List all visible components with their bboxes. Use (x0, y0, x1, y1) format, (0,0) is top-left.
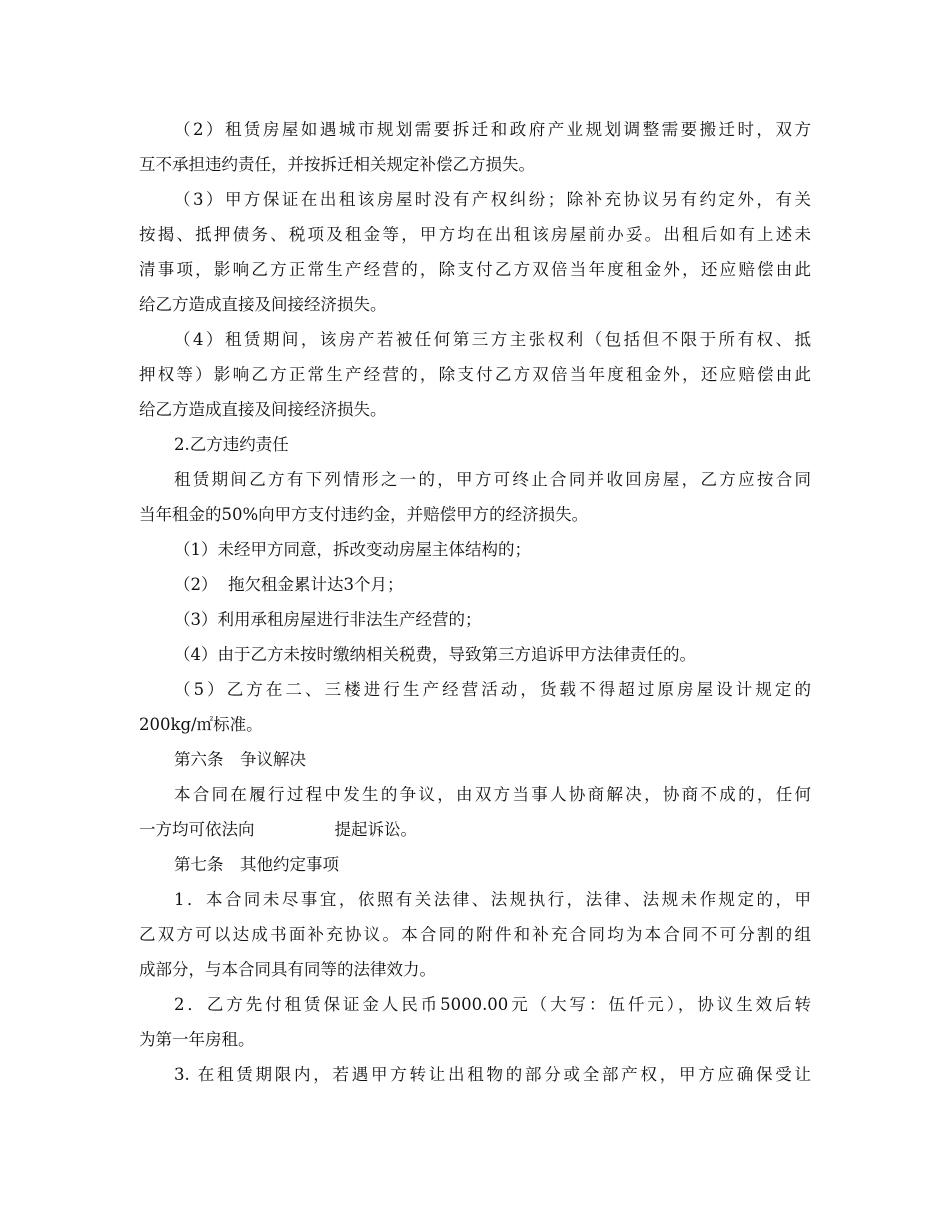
text-fragment: 一方均可依法向 (139, 820, 255, 839)
text-fragment: 提起诉讼。 (334, 820, 417, 839)
text-line (139, 812, 811, 847)
text-line: （3）甲方保证在出租该房屋时没有产权纠纷；除补充协议另有约定外，有关 (174, 190, 811, 209)
list-item: （4）由于乙方未按时缴纳相关税费，导致第三方追诉甲方法律责任的。 (174, 645, 696, 664)
text-line: 清事项，影响乙方正常生产经营的，除支付乙方双倍当年度租金外，还应赔偿由此 (139, 260, 811, 279)
list-item: （5）乙方在二、三楼进行生产经营活动，货载不得超过原房屋设计规定的 (174, 680, 811, 699)
text-line: 押权等）影响乙方正常生产经营的，除支付乙方双倍当年度租金外，还应赔偿由此 (139, 365, 811, 384)
text-line: 乙双方可以达成书面补充协议。本合同的附件和补充合同均为本合同不可分割的组 (139, 925, 811, 944)
text-line: （4）租赁期间，该房产若被任何第三方主张权利（包括但不限于所有权、抵 (174, 330, 811, 349)
document-body (139, 112, 811, 1092)
text-line: 2．乙方先付租赁保证金人民币5000.00元（大写：伍仟元），协议生效后转 (174, 995, 811, 1014)
text-line: 成部分，与本合同具有同等的法律效力。 (139, 960, 436, 979)
text-line: 200kg/㎡标准。 (139, 715, 263, 734)
list-item: （2） 拖欠租金累计达3个月； (174, 575, 404, 594)
article-heading: 第六条 争议解决 (174, 750, 306, 769)
list-item: （1）未经甲方同意，拆改变动房屋主体结构的； (174, 540, 531, 559)
text-line: 按揭、抵押债务、税项及租金等，甲方均在出租该房屋前办妥。出租后如有上述未 (139, 225, 811, 244)
list-item: （3）利用承租房屋进行非法生产经营的； (174, 610, 482, 629)
text-line: 3. 在租赁期限内，若遇甲方转让出租物的部分或全部产权，甲方应确保受让 (174, 1065, 811, 1084)
text-line: 给乙方造成直接及间接经济损失。 (139, 400, 387, 419)
text-line: 互不承担违约责任，并按拆迁相关规定补偿乙方损失。 (139, 155, 535, 174)
text-line: 为第一年房租。 (139, 1030, 255, 1049)
text-line: 租赁期间乙方有下列情形之一的，甲方可终止合同并收回房屋，乙方应按合同 (174, 470, 811, 489)
text-line: 当年租金的50%向甲方支付违约金，并赔偿甲方的经济损失。 (139, 505, 589, 524)
article-heading: 第七条 其他约定事项 (174, 855, 339, 874)
text-line: 本合同在履行过程中发生的争议，由双方当事人协商解决，协商不成的，任何 (174, 785, 811, 804)
text-line: 给乙方造成直接及间接经济损失。 (139, 295, 387, 314)
text-line: （2）租赁房屋如遇城市规划需要拆迁和政府产业规划调整需要搬迁时，双方 (174, 120, 811, 139)
section-heading: 2.乙方违约责任 (174, 435, 289, 454)
text-line: 1．本合同未尽事宜，依照有关法律、法规执行，法律、法规未作规定的，甲 (174, 890, 811, 909)
